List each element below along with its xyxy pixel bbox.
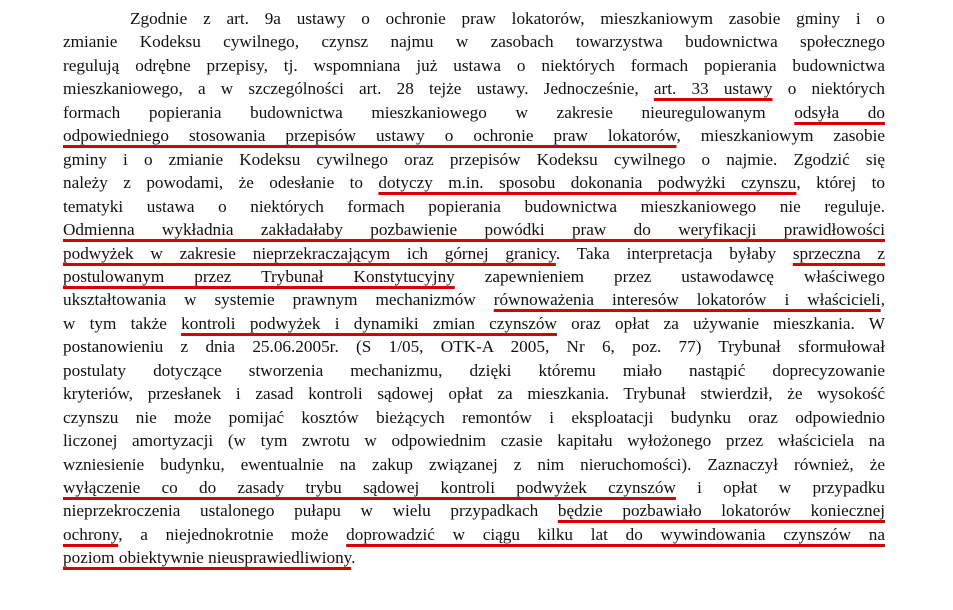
text-segment: zmianie Kodeksu cywilnego, czynsz najmu w zasobach towarzystwa budownictwa społecznego	[63, 32, 885, 52]
text-segment: wzniesienie budynku, ewentualnie na zakup związanej z nim nieruchomości). Zaznaczył również, że	[63, 454, 885, 474]
document-line	[63, 546, 885, 570]
underlined-phrase: podwyżek w zakresie nieprzekraczającym ich górnej granicy	[63, 243, 556, 263]
underlined-phrase: postulowanym przez Trybunał Konstytucyjny	[63, 266, 455, 286]
document-line	[63, 499, 885, 523]
document-line	[63, 77, 885, 101]
document-line	[63, 523, 885, 547]
underlined-phrase: doprowadzić w ciągu kilku lat do wywindowania czynszów na	[346, 524, 885, 544]
document-line	[63, 312, 885, 336]
underlined-phrase: odsyła do	[794, 102, 885, 122]
document-line	[63, 406, 885, 430]
underlined-phrase: Odmienna wykładnia zakładałaby pozbawienie powódki praw do weryfikacji prawidłowości	[63, 220, 885, 240]
document-line	[63, 335, 885, 359]
document-line	[63, 101, 885, 125]
underlined-phrase: ochrony	[63, 524, 119, 544]
text-segment: , mieszkaniowym zasobie	[676, 126, 885, 146]
document-line	[63, 30, 885, 54]
text-segment: oraz opłat za używanie mieszkania. W	[556, 313, 886, 333]
document-line	[63, 171, 885, 195]
text-segment: mieszkaniowego, a w szczególności art. 28 tejże ustawy. Jednocześnie,	[63, 79, 654, 99]
document-line	[63, 124, 885, 148]
text-segment: tematyki ustawa o niektórych formach popierania budownictwa mieszkaniowego nie reguluje.	[63, 196, 885, 216]
text-segment: . Taka interpretacja byłaby	[555, 243, 793, 263]
document-line	[63, 195, 885, 219]
text-segment: w tym także	[63, 313, 182, 333]
text-segment: ,	[880, 290, 885, 310]
document-line	[63, 218, 885, 242]
document-line	[63, 429, 885, 453]
underlined-phrase: poziom obiektywnie nieusprawiedliwiony	[63, 548, 352, 568]
text-segment: Zgodnie z art. 9a ustawy o ochronie praw lokatorów, mieszkaniowym zasobie gminy i o	[130, 9, 885, 28]
document-line	[63, 242, 885, 266]
underlined-phrase: wyłączenie co do zasady trybu sądowej kontroli podwyżek czynszów	[63, 478, 676, 497]
document-line	[130, 7, 885, 31]
document-line	[63, 288, 885, 312]
text-segment: ukształtowania w systemie prawnym mechanizmów	[63, 290, 494, 310]
underlined-phrase: art. 33 ustawy	[653, 79, 773, 99]
text-segment: gminy i o zmianie Kodeksu cywilnego oraz przepisów Kodeksu cywilnego o najmie. Zgodzić się	[63, 149, 885, 169]
text-segment: kryteriów, przesłanek i zasad kontroli sądowej opłat za mieszkania. Trybunał stwierdził, że wysokość	[63, 384, 885, 404]
underlined-phrase: sprzeczna z	[792, 243, 886, 263]
document-line	[63, 453, 885, 477]
text-segment: regulują odrębne przepisy, tj. wspomniana już ustawa o niektórych formach popierania budownictwa	[63, 55, 885, 75]
text-segment: o niektórych	[772, 79, 885, 99]
text-segment: należy z powodami, że odesłanie to	[63, 173, 379, 193]
text-segment: postulaty dotyczące stworzenia mechanizmu, dzięki któremu miało nastąpić doprecyzowanie	[63, 360, 885, 380]
underlined-phrase: równoważenia interesów lokatorów i właścicieli	[493, 290, 881, 310]
text-segment: , a niejednokrotnie może	[118, 524, 347, 544]
text-segment: formach popierania budownictwa mieszkaniowego w zakresie nieuregulowanym	[63, 102, 795, 122]
document-line	[63, 148, 885, 172]
text-segment: postanowieniu z dnia 25.06.2005r. (S 1/05, OTK-A 2005, Nr 6, poz. 77) Trybunał sformułował	[63, 337, 885, 357]
text-segment: liczonej amortyzacji (w tym zwrotu w odpowiednim czasie kapitału wyłożonego przez właściciela na	[63, 431, 885, 451]
document-line	[63, 382, 885, 406]
underlined-phrase: będzie pozbawiało lokatorów koniecznej	[557, 501, 886, 521]
text-segment: nieprzekroczenia ustalonego pułapu w wielu przypadkach	[63, 501, 558, 521]
document-line	[63, 476, 885, 500]
text-segment: zapewnieniem przez ustawodawcę właściwego	[454, 266, 885, 286]
document-line	[63, 54, 885, 78]
text-segment: .	[351, 548, 356, 568]
document-line	[63, 359, 885, 383]
document-line	[63, 265, 885, 289]
text-segment: czynszu nie może pomijać kosztów bieżących remontów i eksploatacji budynku oraz odpowiednio	[63, 407, 885, 427]
text-segment: i opłat w przypadku	[675, 478, 885, 497]
text-segment: , której to	[796, 173, 885, 193]
underlined-phrase: odpowiedniego stosowania przepisów ustawy o ochronie praw lokatorów	[63, 126, 677, 146]
underlined-phrase: dotyczy m.in. sposobu dokonania podwyżki czynszu	[378, 173, 797, 193]
underlined-phrase: kontroli podwyżek i dynamiki zmian czynszów	[181, 313, 557, 333]
